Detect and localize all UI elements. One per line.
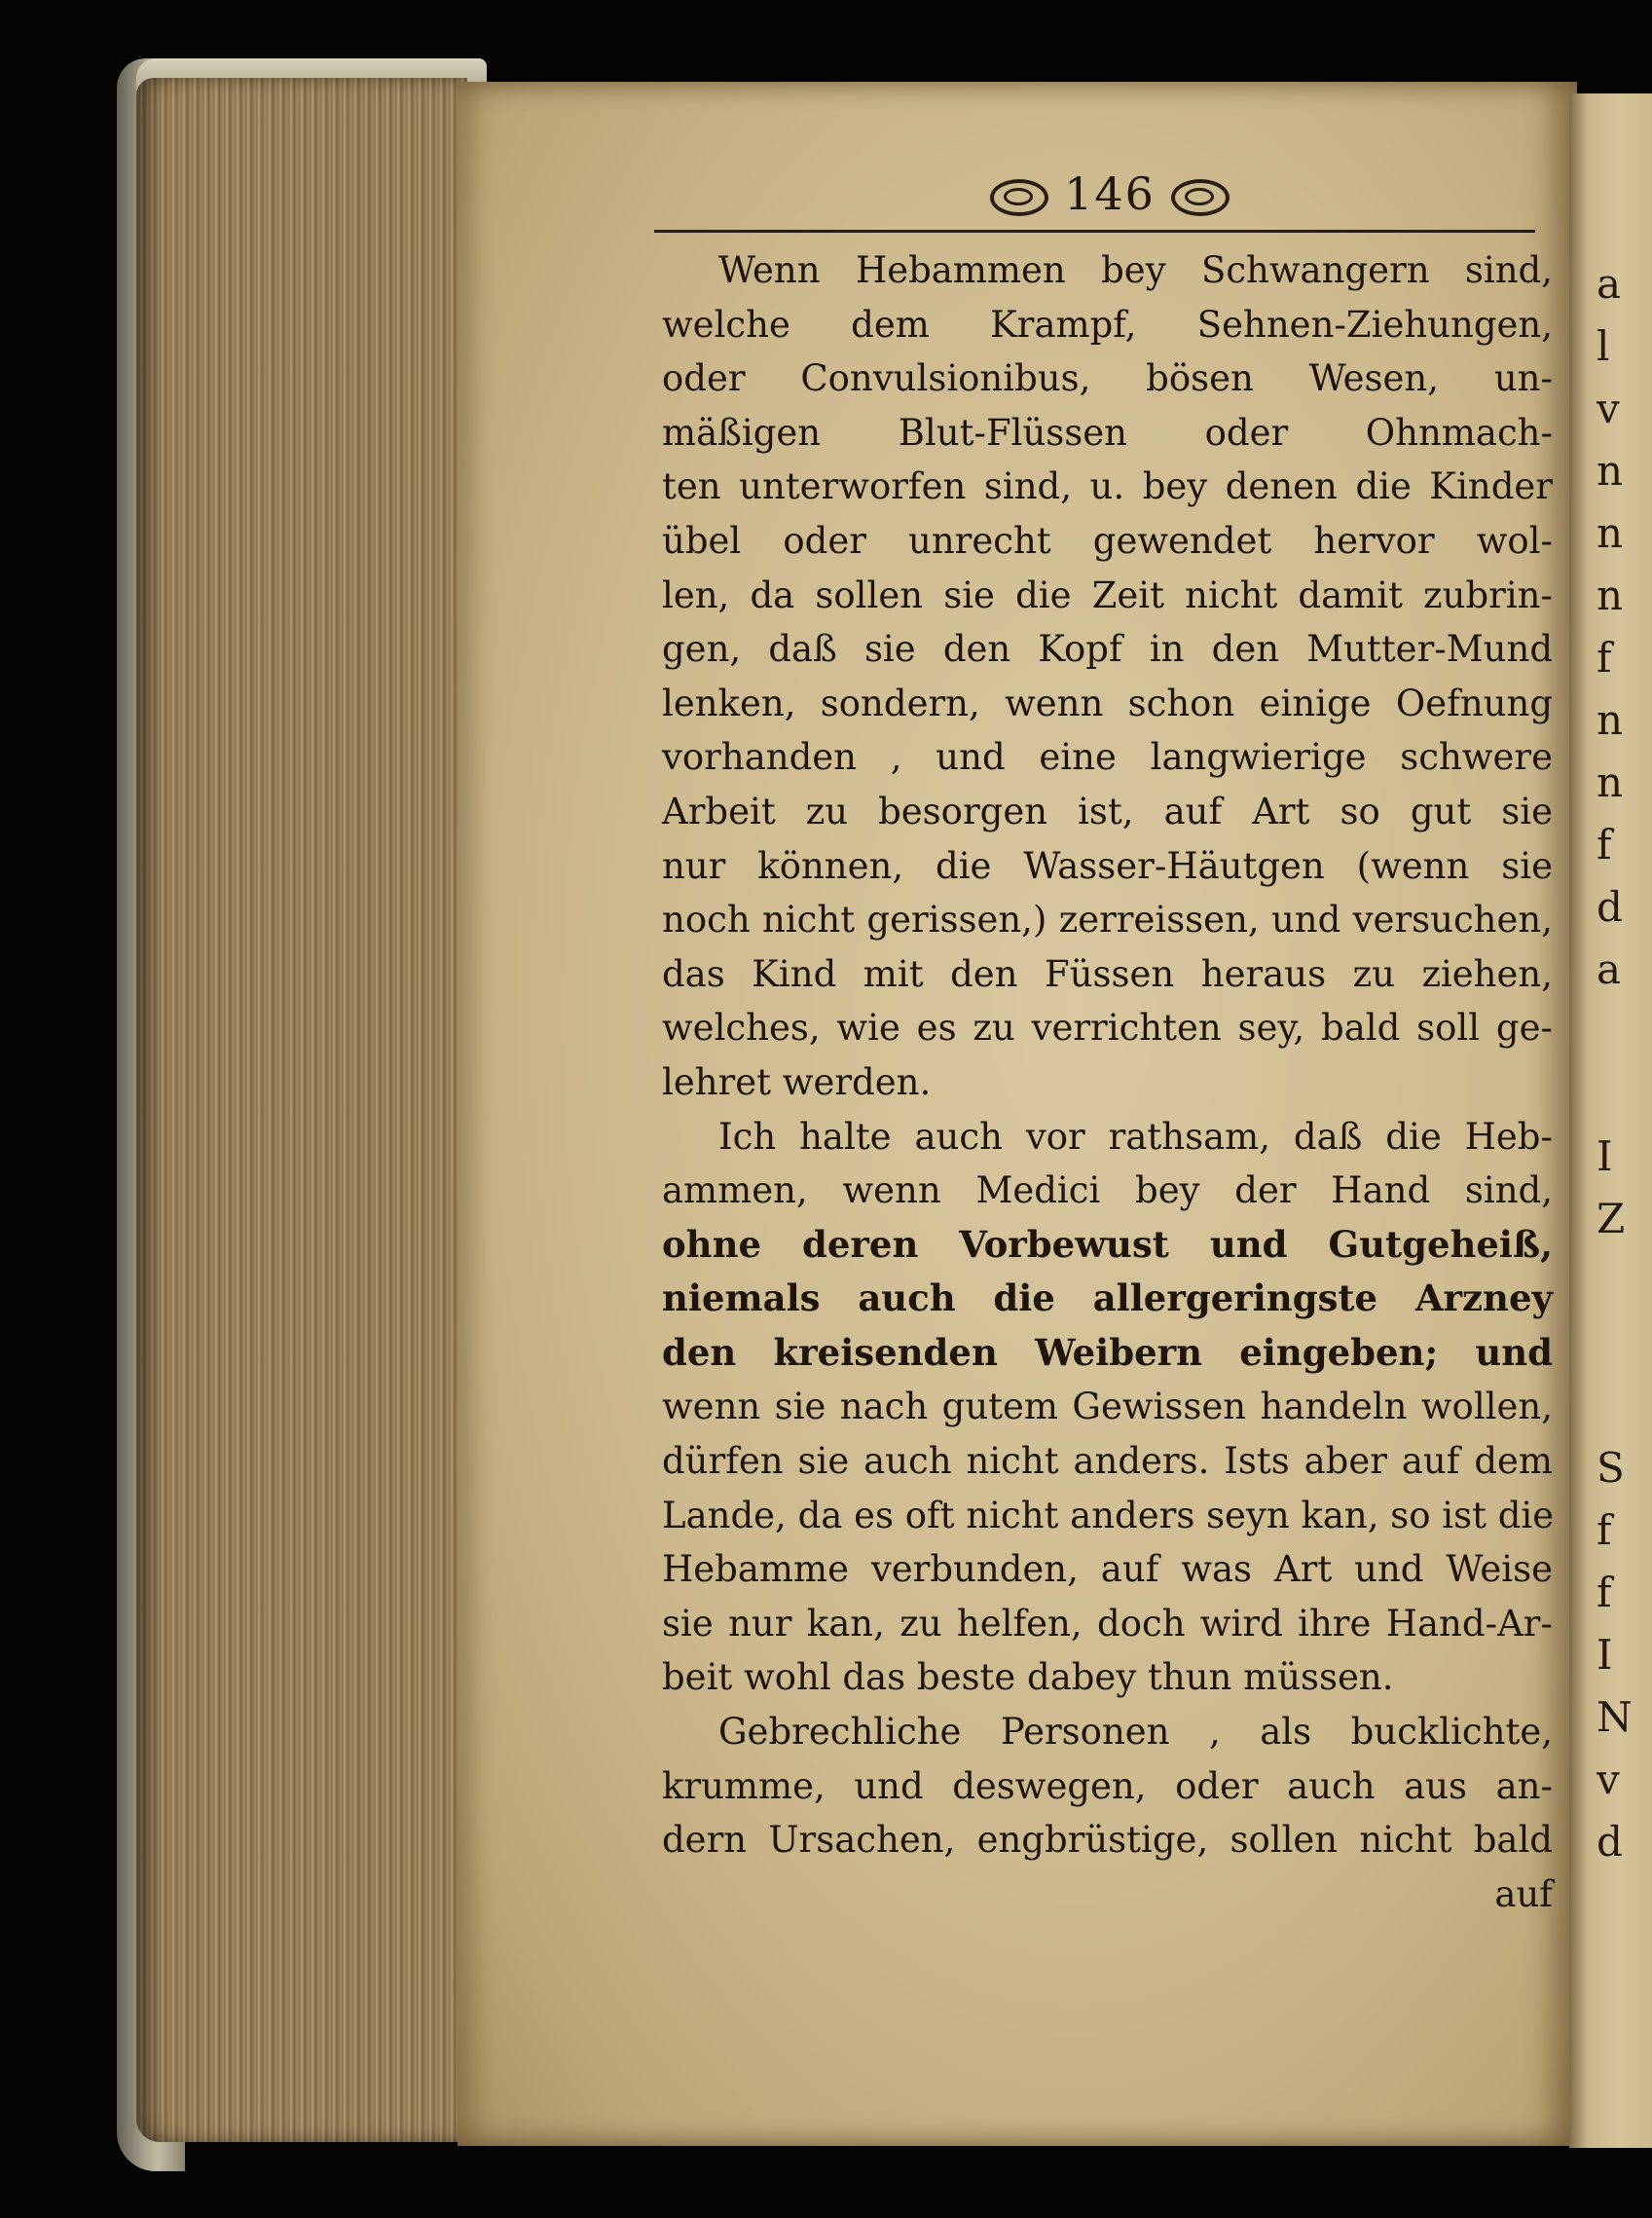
text-line: len, da sollen sie die Zeit nicht damit zubrin-: [662, 573, 1553, 616]
text-line: übel oder unrecht gewendet hervor wol-: [662, 519, 1553, 562]
text-line: welches, wie es zu verrichten sey, bald soll ge-: [662, 1007, 1553, 1050]
text-line: Lande, da es oft nicht anders seyn kan, so ist die: [662, 1494, 1555, 1536]
header-rule: [654, 230, 1535, 233]
text-line: Ich halte auch vor rathsam, daß die Heb-: [718, 1115, 1553, 1158]
page-number: 146: [1064, 167, 1156, 220]
text-line: lehret werden.: [662, 1060, 932, 1103]
facing-page-text: a l v n n n f n n f d a I Z S f f I N v d: [1597, 260, 1633, 1866]
text-line: Arbeit zu besorgen ist, auf Art so gut sie: [662, 790, 1553, 832]
text-line: beit wohl das beste dabey thun müssen.: [662, 1656, 1394, 1699]
text-line: oder Convulsionibus, bösen Wesen, un-: [662, 357, 1553, 400]
text-line: wenn sie nach gutem Gewissen handeln wollen,: [662, 1386, 1553, 1428]
body-text: [662, 243, 1553, 1921]
text-line: dürfen sie auch nicht anders. Ists aber auf dem: [662, 1440, 1553, 1483]
text-line: Wenn Hebammen bey Schwangern sind,: [718, 249, 1553, 291]
book-page-stack: [136, 78, 467, 2142]
page-header: [954, 167, 1266, 220]
catchword: auf: [1494, 1872, 1553, 1915]
ornament-right-icon: [1171, 179, 1230, 216]
ornament-left-icon: [990, 179, 1048, 216]
text-line: vorhanden , und eine langwierige schwere: [662, 736, 1553, 779]
text-line: mäßigen Blut-Flüssen oder Ohnmach-: [662, 411, 1553, 454]
text-line: niemals auch die allergeringste Arzney: [662, 1276, 1553, 1320]
text-line: nur können, die Wasser-Häutgen (wenn sie: [662, 844, 1553, 887]
text-line: das Kind mit den Füssen heraus zu ziehen,: [662, 952, 1553, 995]
text-line: welche dem Krampf, Sehnen-Ziehungen,: [662, 303, 1553, 346]
text-line: ammen, wenn Medici bey der Hand sind,: [662, 1169, 1553, 1212]
text-line: krumme, und deswegen, oder auch aus an-: [662, 1764, 1553, 1807]
text-line: lenken, sondern, wenn schon einige Oefnung: [662, 682, 1553, 724]
text-line: den kreisenden Weibern eingeben; und: [662, 1330, 1553, 1374]
text-line: ohne deren Vorbewust und Gutgeheiß,: [662, 1222, 1553, 1266]
text-line: sie nur kan, zu helfen, doch wird ihre Hand-Ar-: [662, 1602, 1553, 1645]
text-line: ten unterworfen sind, u. bey denen die Kinder: [662, 465, 1553, 508]
text-line: noch nicht gerissen,) zerreissen, und versuchen,: [662, 899, 1553, 942]
text-line: Hebamme verbunden, auf was Art und Weise: [662, 1548, 1553, 1591]
text-line: Gebrechliche Personen , als bucklichte,: [718, 1711, 1553, 1754]
text-line: dern Ursachen, engbrüstige, sollen nicht bald: [662, 1819, 1553, 1862]
text-line: gen, daß sie den Kopf in den Mutter-Mund: [662, 628, 1553, 671]
